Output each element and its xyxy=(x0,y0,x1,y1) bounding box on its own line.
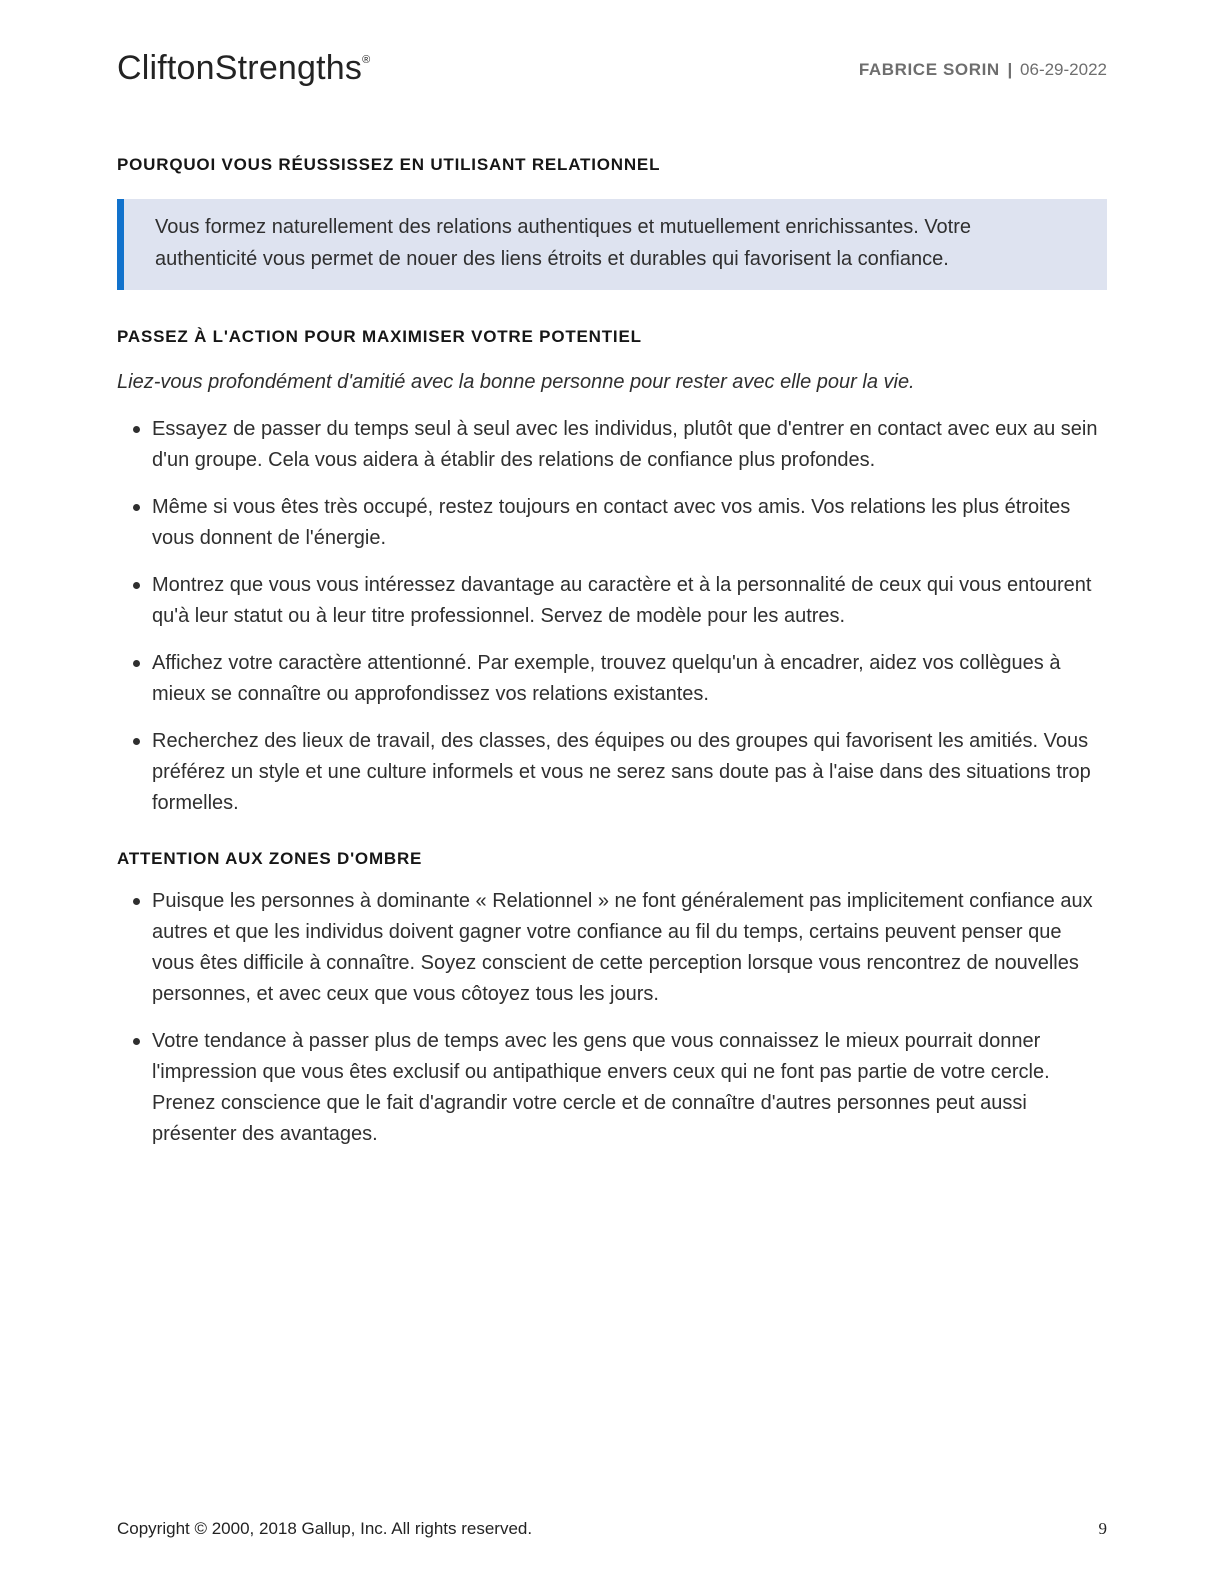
cliftonstrengths-logo xyxy=(117,50,370,87)
person-name: FABRICE SORIN xyxy=(858,60,1000,79)
list-item: Votre tendance à passer plus de temps avec les gens que vous connaissez le mieux pourrait donner l'impression que vous êtes exclusif ou antipathique envers ceux qui ne font pas partie de votre cercle. Prenez conscience que le fait d'agrandir votre cercle et de connaître d'autres personnes peut aussi présenter des avantages. xyxy=(117,1026,1107,1150)
section-heading-why-you-succeed: POURQUOI VOUS RÉUSSISSEZ EN UTILISANT RELATIONNEL xyxy=(117,155,661,175)
callout-text: Vous formez naturellement des relations authentiques et mutuellement enrichissantes. Votre authenticité vous permet de nouer des liens étroits et durables qui favorisent la confiance. xyxy=(155,216,972,270)
logo-text: CliftonStrengths xyxy=(117,49,363,87)
copyright-notice: Copyright © 2000, 2018 Gallup, Inc. All rights reserved. xyxy=(117,1519,533,1538)
page-footer xyxy=(117,1519,1107,1539)
strength-summary-callout xyxy=(117,199,1107,290)
header-meta xyxy=(859,50,1107,80)
header-separator: | xyxy=(1007,60,1013,79)
blind-spots-bullet-list xyxy=(117,886,1107,1150)
list-item: Même si vous êtes très occupé, restez toujours en contact avec vos amis. Vos relations les plus étroites vous donnent de l'énergie. xyxy=(117,492,1107,554)
report-date: 06-29-2022 xyxy=(1020,60,1107,79)
action-bullet-list xyxy=(117,414,1107,819)
section-heading-take-action: PASSEZ À L'ACTION POUR MAXIMISER VOTRE POTENTIEL xyxy=(117,327,642,347)
page-header xyxy=(117,0,1107,87)
section-heading-blind-spots: ATTENTION AUX ZONES D'OMBRE xyxy=(117,849,423,869)
list-item: Affichez votre caractère attentionné. Par exemple, trouvez quelqu'un à encadrer, aidez vos collègues à mieux se connaître ou approfondissez vos relations existantes. xyxy=(117,648,1107,710)
list-item: Essayez de passer du temps seul à seul avec les individus, plutôt que d'entrer en contact avec eux au sein d'un groupe. Cela vous aidera à établir des relations de confiance plus profondes. xyxy=(117,414,1107,476)
list-item: Puisque les personnes à dominante « Relationnel » ne font généralement pas implicitement confiance aux autres et que les individus doivent gagner votre confiance au fil du temps, certains peuvent penser que vous êtes difficile à connaître. Soyez conscient de cette perception lorsque vous rencontrez de nouvelles personnes, et avec ceux que vous côtoyez tous les jours. xyxy=(117,886,1107,1010)
registered-trademark-symbol: ® xyxy=(362,53,371,66)
list-item: Montrez que vous vous intéressez davantage au caractère et à la personnalité de ceux qui vous entourent qu'à leur statut ou à leur titre professionnel. Servez de modèle pour les autres. xyxy=(117,570,1107,632)
action-intro-line: Liez-vous profondément d'amitié avec la bonne personne pour rester avec elle pour la vie. xyxy=(117,371,915,394)
page-number: 9 xyxy=(1098,1519,1107,1538)
list-item: Recherchez des lieux de travail, des classes, des équipes ou des groupes qui favorisent les amitiés. Vous préférez un style et une culture informels et vous ne serez sans doute pas à l'aise dans des situations trop formelles. xyxy=(117,726,1107,819)
